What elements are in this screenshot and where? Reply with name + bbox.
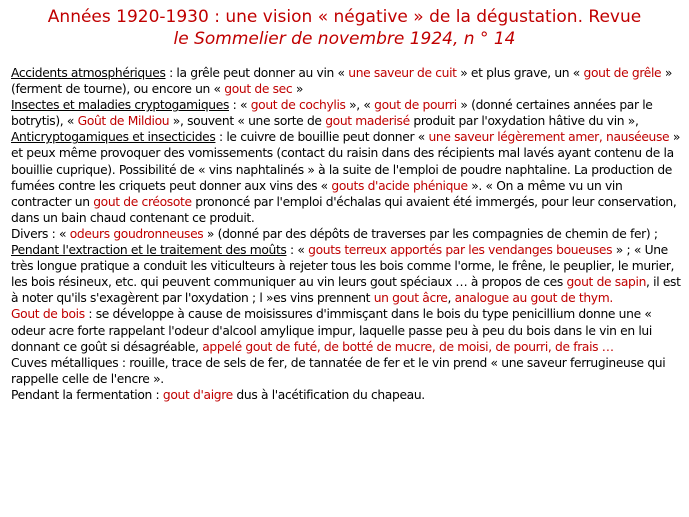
body-text (11, 65, 683, 403)
text-segment: Divers : « (11, 226, 70, 241)
text-segment: », « (345, 98, 375, 113)
text-segment: , (447, 291, 455, 306)
text-segment: Gout de bois (11, 307, 85, 322)
paragraph-fermentation (11, 387, 683, 403)
text-segment: une saveur de cuit (348, 66, 457, 80)
text-segment: Pendant la fermentation : (11, 387, 163, 402)
text-segment: un gout âcre (373, 291, 448, 306)
text-segment: gout maderisé (325, 114, 410, 129)
text-segment: analogue au gout de thym. (454, 291, 613, 306)
text-segment: gouts terreux apportés par les vendanges boueuses (308, 243, 613, 258)
text-segment: gout de créosote (93, 194, 192, 209)
text-segment: : la grêle peut donner au vin « (165, 66, 349, 80)
paragraph-extraction (11, 242, 683, 306)
text-segment: : « (229, 98, 251, 113)
text-segment: » ; « Une très longue pratique a conduit les viticulteurs à rejeter tous les bois comme l'orme, le frêne, le peuplier, le murier, les bois résineux, etc. qui peuvent communiquer au vin leurs gout spéciaux … à propos de ces (11, 243, 675, 290)
text-segment: dus à l'acétification du chapeau. (232, 387, 425, 402)
text-segment: » (292, 82, 304, 97)
paragraph-anticryptogamic (11, 129, 683, 226)
text-segment: : « (286, 243, 309, 258)
text-segment: ». « On a même vu un vin contracter un (11, 178, 623, 209)
paragraph-gout-de-bois (11, 306, 683, 354)
paragraph-insects (11, 97, 683, 129)
text-segment: , il est à noter qu'ils s'exagèrent par l'oxydation ; l »es vins prennent (11, 275, 681, 306)
text-segment: appelé gout de futé, de botté de mucre, de moisi, de pourri, de frais … (202, 339, 614, 354)
text-segment: gout d'aigre (162, 387, 233, 402)
text-segment: Pendant l'extraction et le traitement des moûts (11, 243, 287, 258)
text-segment: Anticryptogamiques et insecticides (11, 130, 216, 145)
text-segment: » et peux même provoquer des vomissements (contact du raisin dans des récipients mal lavés ayant contenu de la bouillie cuprique). Possibilité de « vins naphtalinés » à la suite de l'emploi de poudre naphtaline. La production de fumées contre les criquets peut donner aux vins des « (11, 130, 681, 193)
paragraph-divers (11, 226, 683, 242)
text-segment: », souvent « une sorte de (169, 114, 326, 129)
title-line-1: Années 1920-1930 : une vision « négative » de la dégustation. Revue (47, 7, 642, 27)
text-segment: gout de pourri (374, 98, 457, 113)
text-segment: gouts d'acide phénique (331, 178, 468, 193)
text-segment: gout de sapin (566, 275, 647, 290)
slide-title (0, 6, 689, 50)
title-line-2: le Sommelier de novembre 1924, n ° 14 (173, 29, 516, 49)
paragraph-cuves (11, 355, 683, 387)
text-segment: gout de grêle (583, 66, 662, 80)
text-segment: gout de sec (224, 82, 293, 97)
text-segment: odeurs goudronneuses (69, 226, 204, 241)
text-segment: » (ferment de tourne), ou encore un « (11, 66, 673, 97)
text-segment: Cuves métalliques : rouille, trace de sels de fer, de tannatée de fer et le vin prend « une saveur ferrugineuse qui rappelle celle de l'encre ». (11, 355, 666, 386)
text-segment: produit par l'oxydation hâtive du vin », (409, 114, 639, 129)
text-segment: : le cuivre de bouillie peut donner « (215, 130, 429, 145)
text-segment: Goût de Mildiou (77, 114, 170, 129)
paragraph-atmospheric (11, 65, 683, 97)
text-segment: » (donné par des dépôts de traverses par les compagnies de chemin de fer) ; (203, 226, 658, 241)
text-segment: Insectes et maladies cryptogamiques (11, 98, 230, 113)
text-segment: : se développe à cause de moisissures d'immisçant dans le bois du type penicillium donne une « odeur acre forte rappelant l'odeur d'alcool amylique impur, laquelle passe peu à peu du bois dans le vin en lui donnant ce goût si désagréable, (11, 307, 652, 354)
text-segment: prononcé par l'emploi d'échalas qui avaient été immergés, pour leur conservation, dans un bain chaud contenant ce produit. (11, 194, 677, 225)
text-segment: » et plus grave, un « (456, 66, 584, 80)
text-segment: Accidents atmosphériques (11, 66, 166, 80)
text-segment: gout de cochylis (250, 98, 346, 113)
text-segment: une saveur légèrement amer, nauséeuse (428, 130, 670, 145)
text-segment: » (donné certaines années par le botrytis), « (11, 98, 653, 129)
